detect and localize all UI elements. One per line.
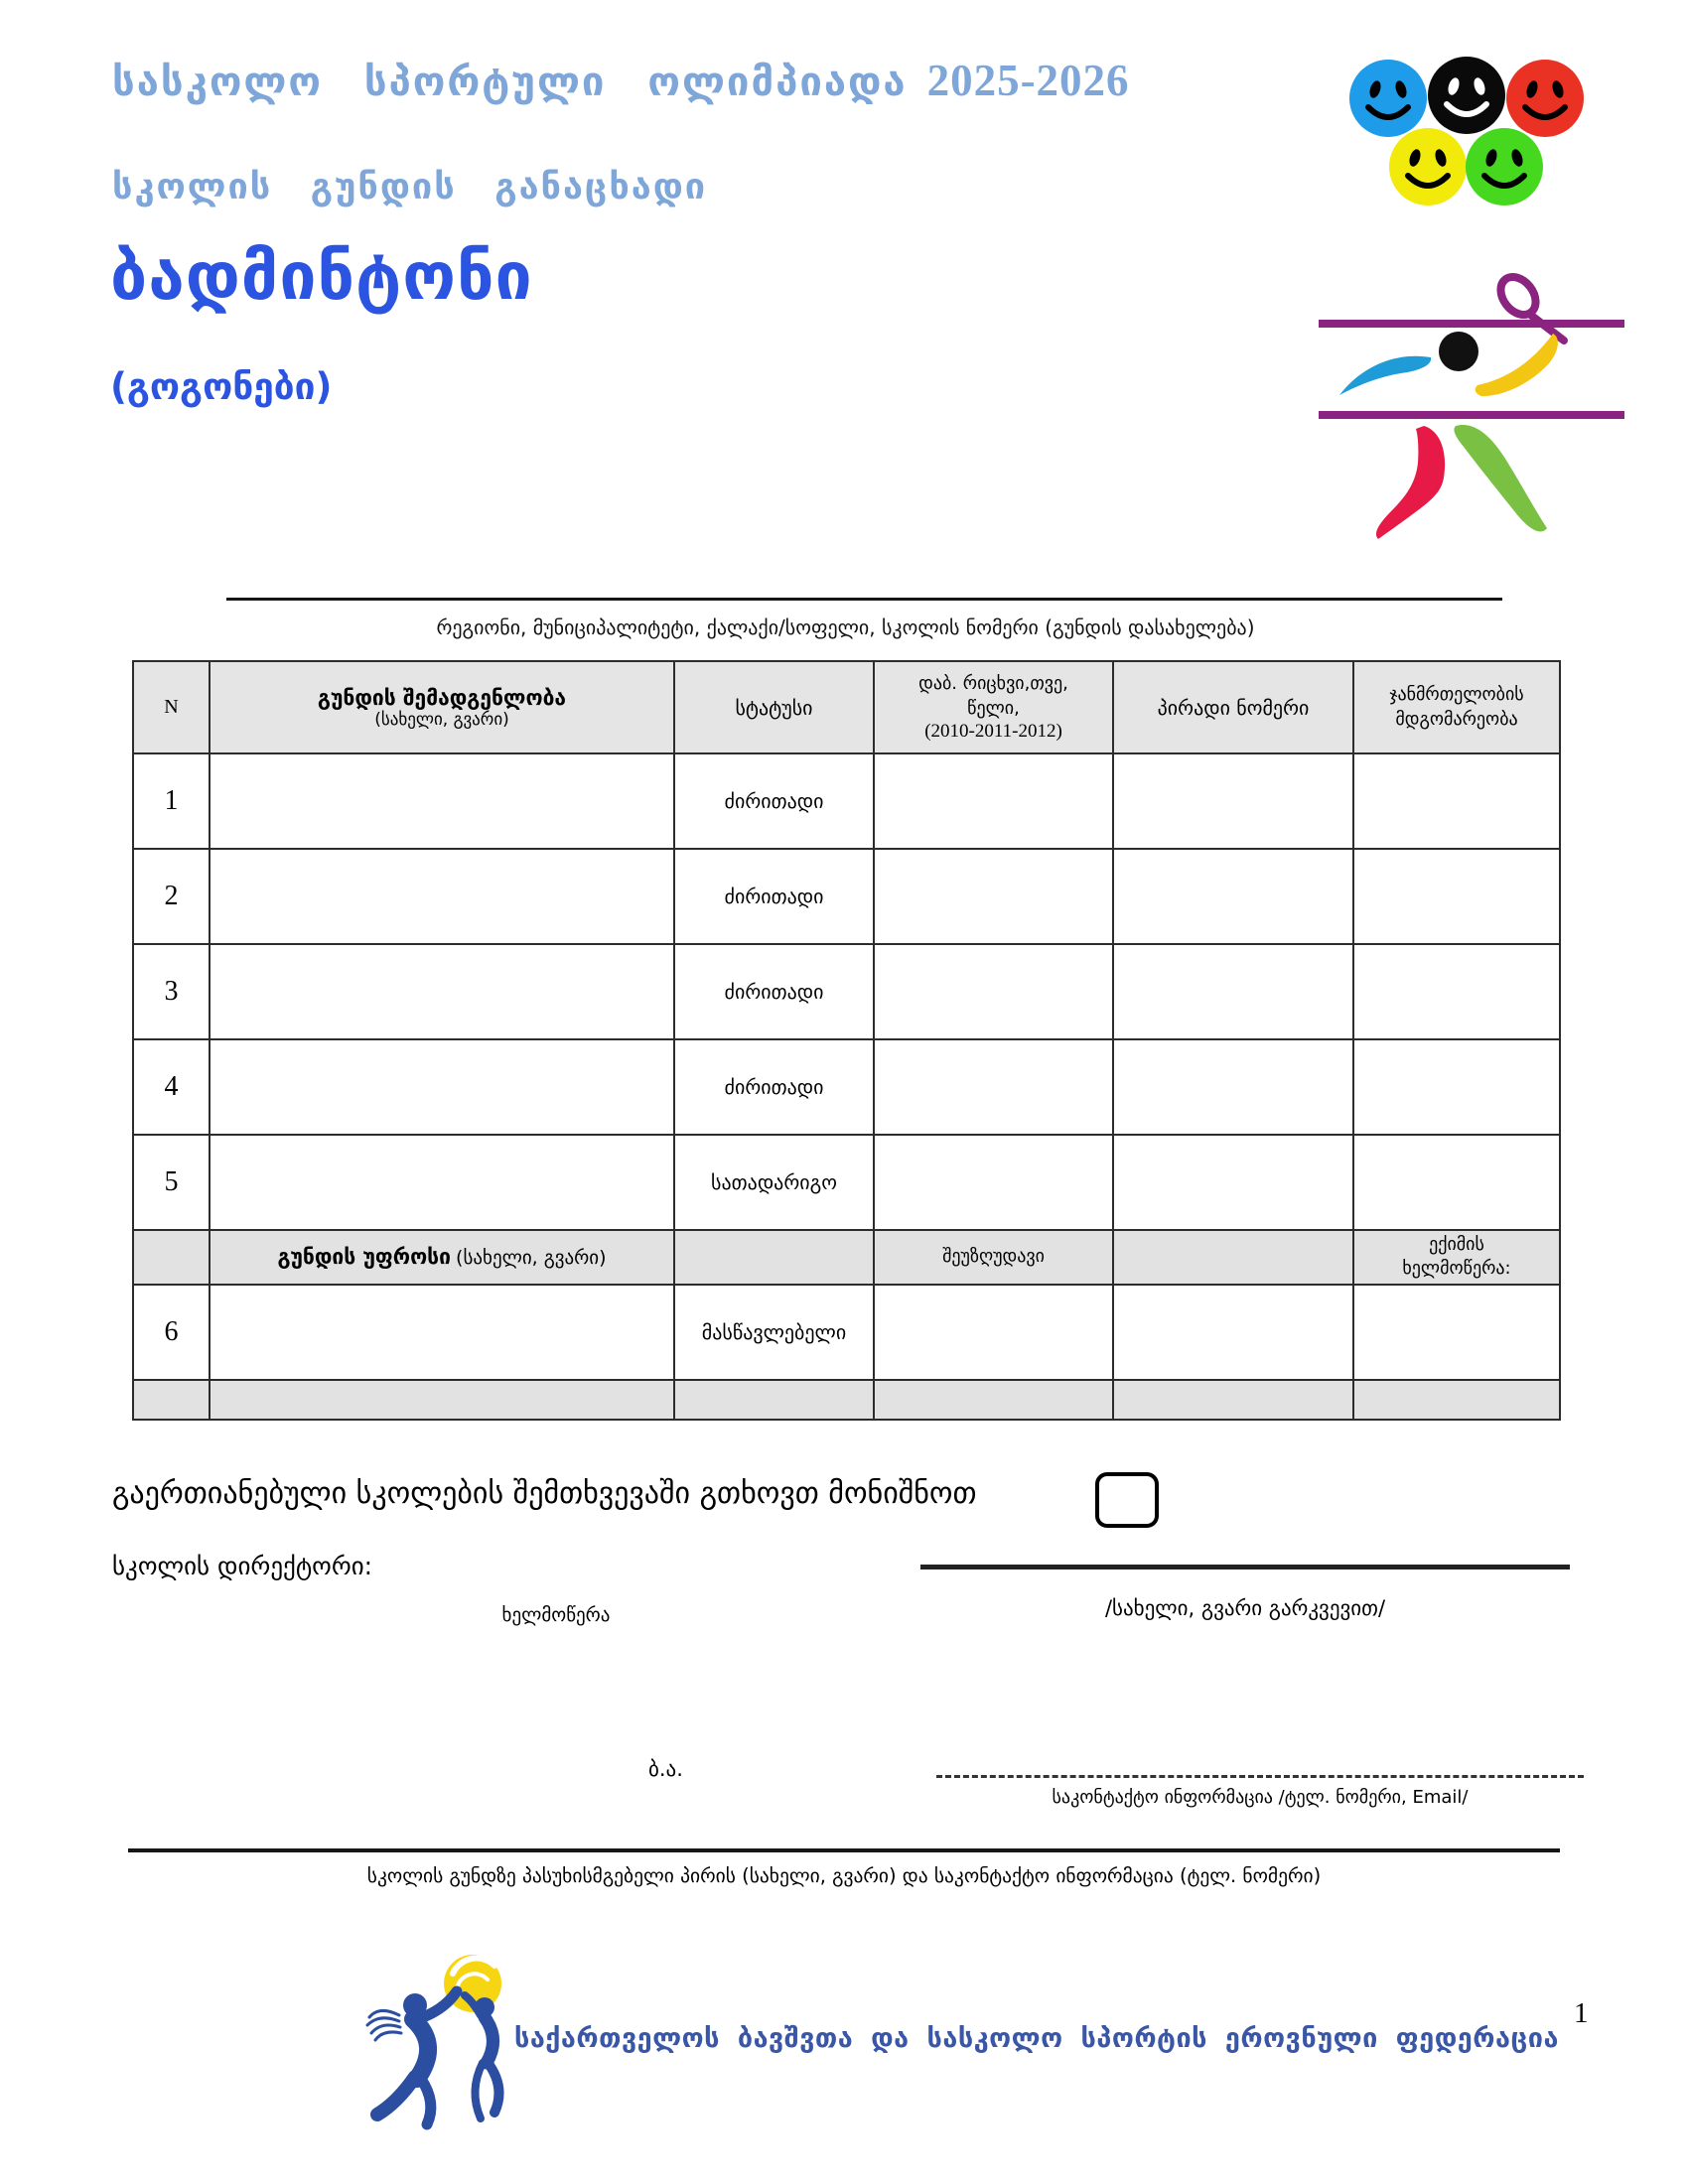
name-cell [210,1285,674,1380]
smiley-red [1506,60,1584,137]
team-roster-table [132,660,1561,1421]
row-number: 6 [133,1285,210,1380]
health-cell [1353,753,1560,849]
row-number: 2 [133,849,210,944]
dob-line1: დაბ. რიცხვი,თვე, [918,673,1068,695]
dob-cell [874,944,1113,1039]
table-row [133,753,1560,849]
leader-status-cell [674,1230,874,1285]
table-row [133,849,1560,944]
personal-id-cell [1113,849,1353,944]
table-header-row [133,661,1560,753]
smiley-green [1466,128,1543,205]
director-name-line [920,1565,1570,1570]
region-fill-line [226,598,1502,601]
merged-schools-checkbox[interactable] [1095,1472,1159,1528]
personal-id-cell [1113,1135,1353,1230]
region-caption: რეგიონი, მუნიციპალიტეტი, ქალაქი/სოფელი, სკოლის ნომერი (გუნდის დასახელება) [436,615,1255,639]
health-cell [1353,1285,1560,1380]
federation-name: საქართველოს ბავშვთა და სასკოლო სპორტის ეროვნული ფედერაცია [514,2023,1559,2054]
dob-cell [874,1135,1113,1230]
personal-id-cell [1113,944,1353,1039]
row-number: 1 [133,753,210,849]
col-header-composition-sub: (სახელი, გვარი) [374,709,509,730]
director-name-caption: /სახელი, გვარი გარკვევით/ [1104,1596,1386,1620]
name-cell [210,1039,674,1135]
application-subtitle: სკოლის გუნდის განაცხადი [112,167,708,207]
signature-caption: ხელმოწერა [501,1604,611,1626]
col-header-status: სტატუსი [674,661,874,753]
olympiad-title [112,55,1130,106]
status-cell: ძირითადი [674,1039,874,1135]
dob-line2: წელი, [967,697,1020,719]
status-cell: მასწავლებელი [674,1285,874,1380]
smiley-blue [1349,60,1427,137]
smiley-yellow [1389,128,1467,205]
dob-cell [874,849,1113,944]
leader-label-normal: (სახელი, გვარი) [456,1247,607,1270]
leader-n-cell [133,1230,210,1285]
table-footer-row [133,1380,1560,1420]
col-header-health [1353,661,1560,753]
row-number: 3 [133,944,210,1039]
personal-id-cell [1113,1285,1353,1380]
health-cell [1353,1135,1560,1230]
merged-schools-label: გაერთიანებული სკოლების შემთხვევაში გთხოვთ მონიშნოთ [112,1476,977,1511]
health-cell [1353,944,1560,1039]
health-cell [1353,1039,1560,1135]
status-cell: სათადარიგო [674,1135,874,1230]
table-row [133,944,1560,1039]
category-label: (გოგონები) [110,365,333,408]
leader-health-cell [1353,1230,1560,1285]
leader-label-cell [210,1230,674,1285]
dob-cell [874,1285,1113,1380]
director-label: სკოლის დირექტორი: [112,1552,373,1580]
col-header-n: N [133,661,210,753]
health-line1: ჯანმრთელობის [1389,684,1524,706]
status-cell: ძირითადი [674,753,874,849]
contact-fill-line [936,1775,1584,1778]
responsible-caption: სკოლის გუნდზე პასუხისმგებელი პირის (სახელი, გვარი) და საკონტაქტო ინფორმაცია (ტელ. ნომერი) [366,1864,1322,1887]
col-header-personal-id: პირადი ნომერი [1113,661,1353,753]
col-header-composition [210,661,674,753]
name-cell [210,753,674,849]
name-cell [210,1135,674,1230]
olympic-smileys-logo [1342,48,1591,212]
name-cell [210,849,674,944]
olympiad-title-text: სასკოლო სპორტული ოლიმპიადა [112,60,908,105]
dob-cell [874,1039,1113,1135]
status-cell: ძირითადი [674,849,874,944]
name-cell [210,944,674,1039]
table-row [133,1135,1560,1230]
health-line2: მდგომარეობა [1395,708,1518,730]
teacher-row [133,1285,1560,1380]
leader-dob-cell: შეუზღუდავი [874,1230,1113,1285]
personal-id-cell [1113,753,1353,849]
sport-title: ბადმინტონი [110,238,533,315]
badminton-player-pictogram [1307,264,1636,562]
health-cell [1353,849,1560,944]
leader-label-bold: გუნდის უფროსი [277,1245,451,1270]
responsible-fill-line [128,1848,1560,1852]
col-header-composition-main: გუნდის შემადგენლობა [317,685,567,710]
col-header-dob [874,661,1113,753]
olympiad-years: 2025-2026 [926,56,1130,105]
team-leader-row [133,1230,1560,1285]
personal-id-cell [1113,1039,1353,1135]
status-cell: ძირითადი [674,944,874,1039]
leader-personal-id-cell [1113,1230,1353,1285]
row-number: 5 [133,1135,210,1230]
doctor-signature-line1: ექიმის [1429,1234,1484,1255]
page-number: 1 [1574,1997,1589,2029]
table-row [133,1039,1560,1135]
seal-label: ბ.ა. [648,1757,683,1781]
smiley-black [1428,57,1505,134]
dob-line3: (2010-2011-2012) [924,720,1062,742]
row-number: 4 [133,1039,210,1135]
contact-caption: საკონტაქტო ინფორმაცია /ტელ. ნომერი, Email/ [1052,1787,1469,1808]
dob-cell [874,753,1113,849]
doctor-signature-line2: ხელმოწერა: [1402,1258,1511,1280]
